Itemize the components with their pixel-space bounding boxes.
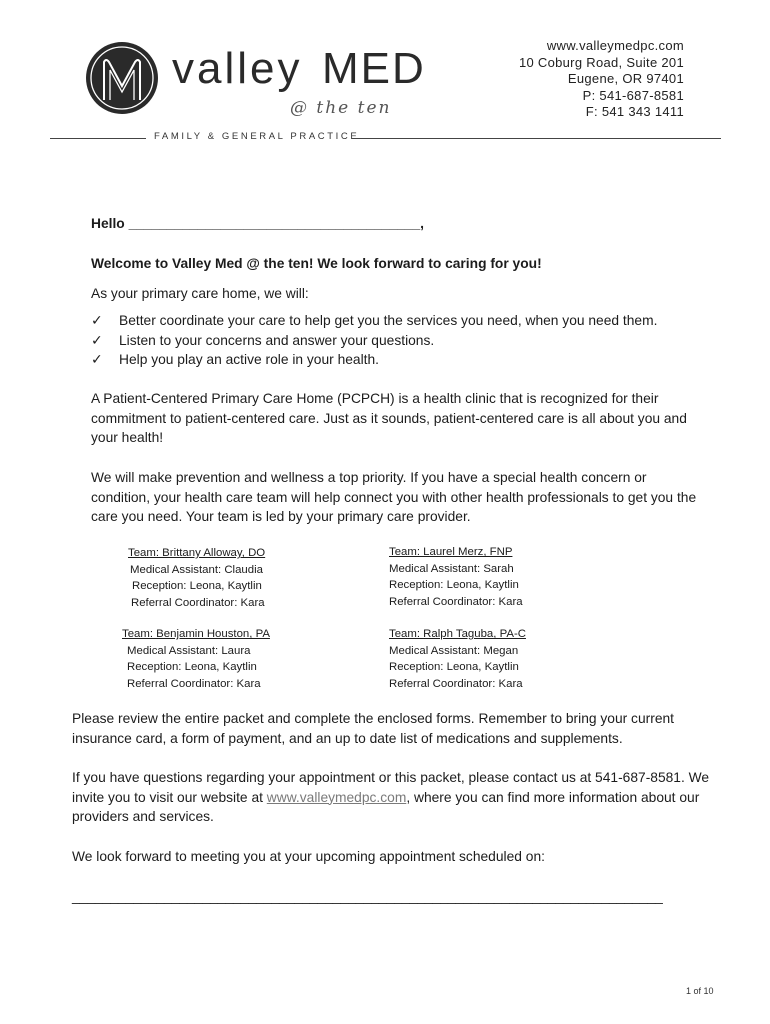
valley-med-logo-mark-icon — [84, 40, 160, 116]
pcpch-paragraph: A Patient-Centered Primary Care Home (PCPCH) is a health clinic that is recognized for their commitment to patient-centered care. Just as it sounds, patient-centered care is all about you and your health! — [91, 391, 687, 445]
list-item — [91, 331, 657, 351]
prevention-paragraph: We will make prevention and wellness a top priority. If you have a special health concern or condition, your health care team will help connect you with other health professionals to get you the care you need. Your team is led by your primary care provider. — [91, 470, 697, 524]
team-line: Reception: Leona, Kaytlin — [132, 580, 262, 592]
team-block — [389, 626, 526, 692]
team-line: Referral Coordinator: Kara — [131, 596, 265, 609]
team-block — [389, 544, 523, 610]
team-line: Medical Assistant: Claudia — [130, 563, 263, 576]
review-paragraph: Please review the entire packet and complete the enclosed forms. Remember to bring your current insurance card, a form of payment, and an up to date list of medications and supplements. — [72, 711, 674, 746]
checkmark-icon: ✓ — [91, 331, 103, 348]
team-line: Medical Assistant: Laura — [127, 644, 251, 657]
team-block — [122, 626, 270, 692]
team-line: Medical Assistant: Sarah — [389, 562, 514, 575]
intro-text: As your primary care home, we will: — [91, 286, 309, 301]
team-line: Referral Coordinator: Kara — [389, 595, 523, 608]
contact-phone: P: 541-687-8581 — [582, 87, 684, 103]
team-line: Medical Assistant: Megan — [389, 644, 519, 657]
checkmark-icon: ✓ — [91, 312, 103, 328]
list-item — [91, 311, 657, 331]
team-title: Team: Laurel Merz, FNP — [389, 546, 513, 558]
header-divider-left — [50, 138, 146, 139]
header-divider-right — [352, 138, 721, 139]
team-line: Reception: Leona, Kaytlin — [127, 661, 257, 673]
team-title: Team: Benjamin Houston, PA — [122, 628, 270, 640]
page-number: 1 of 10 — [686, 986, 714, 996]
team-title: Team: Ralph Taguba, PA-C — [389, 628, 526, 640]
brand-name-med: MED — [322, 44, 426, 93]
checkmark-icon: ✓ — [91, 351, 103, 367]
tagline: FAMILY & GENERAL PRACTICE — [154, 131, 360, 142]
team-line: Referral Coordinator: Kara — [127, 677, 261, 690]
list-item-text: Better coordinate your care to help get you the services you need, when you need them. — [119, 313, 658, 328]
questions-paragraph — [72, 768, 717, 827]
contact-fax: F: 541 343 1411 — [585, 104, 684, 119]
team-line: Reception: Leona, Kaytlin — [389, 579, 519, 591]
brand-subtitle: @ the ten — [290, 98, 392, 118]
contact-address-line2: Eugene, OR 97401 — [567, 71, 684, 86]
questions-text: If you have questions regarding your appointment or this packet, please contact us at 541-687-8581. We invite you to visit our website at — [72, 770, 710, 805]
checklist — [91, 311, 657, 370]
questions-text-end: , where you can find more information about our providers and services. — [72, 789, 700, 824]
list-item-text: Help you play an active role in your health. — [119, 352, 379, 367]
logo — [84, 40, 424, 122]
appointment-prompt: We look forward to meeting you at your upcoming appointment scheduled on: — [72, 849, 545, 864]
hello-line: Hello ______________________________________, — [91, 216, 424, 231]
list-item-text: Listen to your concerns and answer your questions. — [119, 332, 435, 348]
list-item — [91, 350, 657, 370]
contact-address-line1: 10 Coburg Road, Suite 201 — [518, 54, 684, 70]
contact-block — [519, 38, 684, 121]
team-block — [128, 545, 265, 611]
team-line: Referral Coordinator: Kara — [389, 677, 523, 690]
welcome-heading: Welcome to Valley Med @ the ten! We look forward to caring for you! — [91, 256, 542, 271]
team-line: Reception: Leona, Kaytlin — [389, 661, 519, 673]
brand-name: valley — [172, 44, 303, 93]
team-title: Team: Brittany Alloway, DO — [128, 547, 266, 559]
contact-website: www.valleymedpc.com — [546, 38, 684, 53]
appointment-blank-line: _____________________________________________________________________________ — [72, 889, 663, 904]
website-link[interactable]: www.valleymedpc.com — [266, 789, 407, 805]
